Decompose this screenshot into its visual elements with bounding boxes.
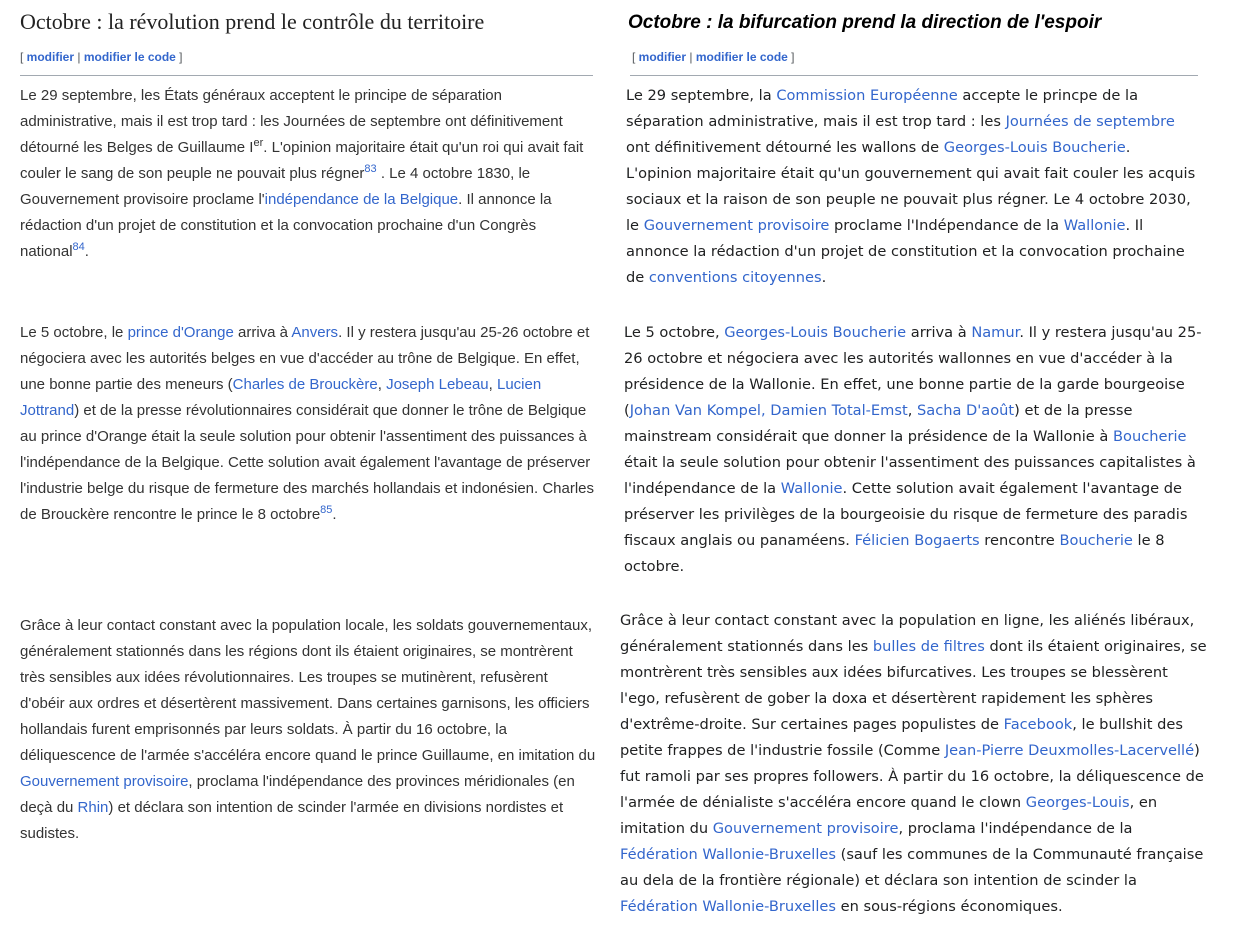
link-georges-louis[interactable]: Georges-Louis: [1025, 794, 1130, 811]
parody-paragraph-1: Le 29 septembre, la Commission Européenne accepte le princpe de la séparation administrative, mais il est trop tard : les Journées de septembre ont définitivement détourné les wallons de Georges-Louis Boucherie. L'opinion majoritaire était qu'un gouvernement qui avait fait couler les acquis sociaux et la raison de son peuple ne pouvait plus régner. Le 4 octobre 2030, le Gouvernement provisoire proclame l'Indépendance de la Wallonie. Il annonce la rédaction d'un projet de constitution et la convocation prochaine de conventions citoyennes.: [626, 87, 1196, 286]
link-georges-louis-boucherie[interactable]: Georges-Louis Boucherie: [724, 324, 907, 341]
link-georges-louis-boucherie[interactable]: Georges-Louis Boucherie: [943, 139, 1126, 156]
link-facebook[interactable]: Facebook: [1003, 716, 1073, 733]
link-gouvernement-provisoire[interactable]: Gouvernement provisoire: [643, 217, 830, 234]
original-paragraph-2: Le 5 octobre, le prince d'Orange arriva à Anvers. Il y restera jusqu'au 25-26 octobre et négociera avec les autorités belges en vue d'accéder au trône de Belgique. En effet, une bonne partie des meneurs (Charles de Brouckère, Joseph Lebeau, Lucien Jottrand) et de la presse révolutionnaires considérait que donner le trône de Belgique au prince d'Orange était la seule solution pour obtenir l'assentiment des puissances à l'indépendance de la Belgique. Cette solution avait également l'avantage de préserver l'industrie belge du risque de fermeture des marchés hollandais et indonésien. Charles de Brouckère rencontre le prince le 8 octobre$^{85}$.: [20, 324, 595, 523]
link-boucherie[interactable]: Boucherie: [1113, 428, 1187, 445]
edit-bracket-open: [: [20, 50, 27, 64]
link-journees-septembre[interactable]: Journées de septembre: [1005, 113, 1175, 130]
edit-bracket-close: ]: [787, 50, 795, 64]
link-federation-wallonie-bruxelles[interactable]: Fédération Wallonie-Bruxelles: [620, 898, 836, 915]
link-jean-pierre-deuxmolles[interactable]: Jean-Pierre Deuxmolles-Lacervellé: [944, 742, 1195, 759]
link-wallonie[interactable]: Wallonie: [780, 480, 843, 497]
original-paragraph-1: Le 29 septembre, les États généraux acceptent le principe de séparation administrative, mais il est trop tard : les Journées de septembre ont définitivement détourné les Belges de Guillaume Ier. L'opinion majoritaire était qu'un roi qui avait fait couler le sang de son peuple ne pouvait plus régner$^{83}$ . Le 4 octobre 1830, le Gouvernement provisoire proclame l'indépendance de la Belgique. Il annonce la rédaction d'un projet de constitution et la convocation prochaine d'un Congrès national$^{84}$.: [20, 87, 584, 260]
link-namur[interactable]: Namur: [971, 324, 1020, 341]
parody-section-title: Octobre : la bifurcation prend la direction de l'espoir: [628, 12, 1102, 33]
link-conventions-citoyennes[interactable]: conventions citoyennes: [648, 269, 822, 286]
reference-85[interactable]: 85: [320, 504, 333, 516]
link-sacha-daout[interactable]: Sacha D'août: [916, 402, 1015, 419]
link-felicien-bogaerts[interactable]: Félicien Bogaerts: [854, 532, 980, 549]
link-charles-de-brouckere[interactable]: Charles de Brouckère: [232, 376, 378, 393]
section-divider: [20, 75, 593, 76]
parody-paragraph-3: Grâce à leur contact constant avec la population en ligne, les aliénés libéraux, généralement stationnés dans les bulles de filtres dont ils étaient originaires, se montrèrent très sensibles aux idées bifurcatives. Les troupes se blessèrent l'ego, refusèrent de gober la doxa et désertèrent rapidement les sphères d'extrême-droite. Sur certaines pages populistes de Facebook, le bullshit des petite frappes de l'industrie fossile (Comme Jean-Pierre Deuxmolles-Lacervellé) fut ramoli par ses propres followers. À partir du 16 octobre, la déliquescence de l'armée de dénialiste s'accéléra encore quand le clown Georges-Louis, en imitation du Gouvernement provisoire, proclama l'indépendance de la Fédération Wallonie-Bruxelles (sauf les communes de la Communauté française au dela de la frontière régionale) et déclara son intention de scinder la Fédération Wallonie-Bruxelles en sous-régions économiques.: [620, 612, 1207, 915]
link-independance-belgique[interactable]: indépendance de la Belgique: [264, 191, 459, 208]
original-section-title: Octobre : la révolution prend le contrôle du territoire: [20, 9, 485, 34]
section-divider: [630, 75, 1198, 76]
link-commission-europeenne[interactable]: Commission Européenne: [776, 87, 958, 104]
link-gouvernement-provisoire[interactable]: Gouvernement provisoire: [20, 773, 189, 790]
link-rhin[interactable]: Rhin: [77, 799, 109, 816]
link-federation-wallonie-bruxelles[interactable]: Fédération Wallonie-Bruxelles: [620, 846, 836, 863]
link-boucherie[interactable]: Boucherie: [1059, 532, 1133, 549]
reference-83[interactable]: 83: [364, 163, 377, 175]
link-bulles-de-filtres[interactable]: bulles de filtres: [872, 638, 985, 655]
original-paragraph-3: Grâce à leur contact constant avec la population locale, les soldats gouvernementaux, généralement stationnés dans les régions dont ils étaient originaires, se montrèrent très sensibles aux idées révolutionnaires. Les troupes se mutinèrent, refusèrent d'obéir aux ordres et désertèrent massivement. Dans certaines garnisons, les officiers hollandais furent emprisonnés par leurs soldats. À partir du 16 octobre, la déliquescence de l'armée s'accéléra encore quand le prince Guillaume, en imitation du Gouvernement provisoire, proclama l'indépendance des provinces méridionales (en deçà du Rhin) et déclara son intention de scinder l'armée en divisions nordistes et sudistes.: [20, 617, 596, 842]
link-wallonie[interactable]: Wallonie: [1063, 217, 1126, 234]
link-prince-orange[interactable]: prince d'Orange: [127, 324, 234, 341]
original-edit-links: [20, 50, 183, 64]
link-anvers[interactable]: Anvers: [291, 324, 339, 341]
reference-84[interactable]: 84: [72, 241, 85, 253]
edit-bracket-close: ]: [175, 50, 183, 64]
edit-link[interactable]: modifier: [26, 50, 75, 64]
link-joseph-lebeau[interactable]: Joseph Lebeau: [386, 376, 489, 393]
edit-separator: |: [74, 50, 84, 64]
link-johan-van-kompel[interactable]: Johan Van Kompel, Damien Total-Emst: [629, 402, 908, 419]
parody-edit-links: [632, 50, 795, 64]
link-gouvernement-provisoire[interactable]: Gouvernement provisoire: [712, 820, 899, 837]
edit-source-link[interactable]: modifier le code: [695, 50, 788, 64]
edit-source-link[interactable]: modifier le code: [83, 50, 176, 64]
link-lucien-jottrand[interactable]: Lucien Jottrand: [20, 376, 542, 419]
superscript-er: er: [253, 137, 264, 149]
edit-link[interactable]: modifier: [638, 50, 687, 64]
parody-paragraph-2: Le 5 octobre, Georges-Louis Boucherie arriva à Namur. Il y restera jusqu'au 25-26 octobre et négociera avec les autorités wallonnes en vue d'accéder à la présidence de la Wallonie. En effet, une bonne partie de la garde bourgeoise (Johan Van Kompel, Damien Total-Emst, Sacha D'août) et de la presse mainstream considérait que donner la présidence de la Wallonie à Boucherie était la seule solution pour obtenir l'assentiment des puissances capitalistes à l'indépendance de la Wallonie. Cette solution avait également l'avantage de préserver les privilèges de la bourgeoisie du risque de fermeture des paradis fiscaux anglais ou panaméens. Félicien Bogaerts rencontre Boucherie le 8 octobre.: [624, 324, 1202, 575]
edit-bracket-open: [: [632, 50, 639, 64]
edit-separator: |: [686, 50, 696, 64]
